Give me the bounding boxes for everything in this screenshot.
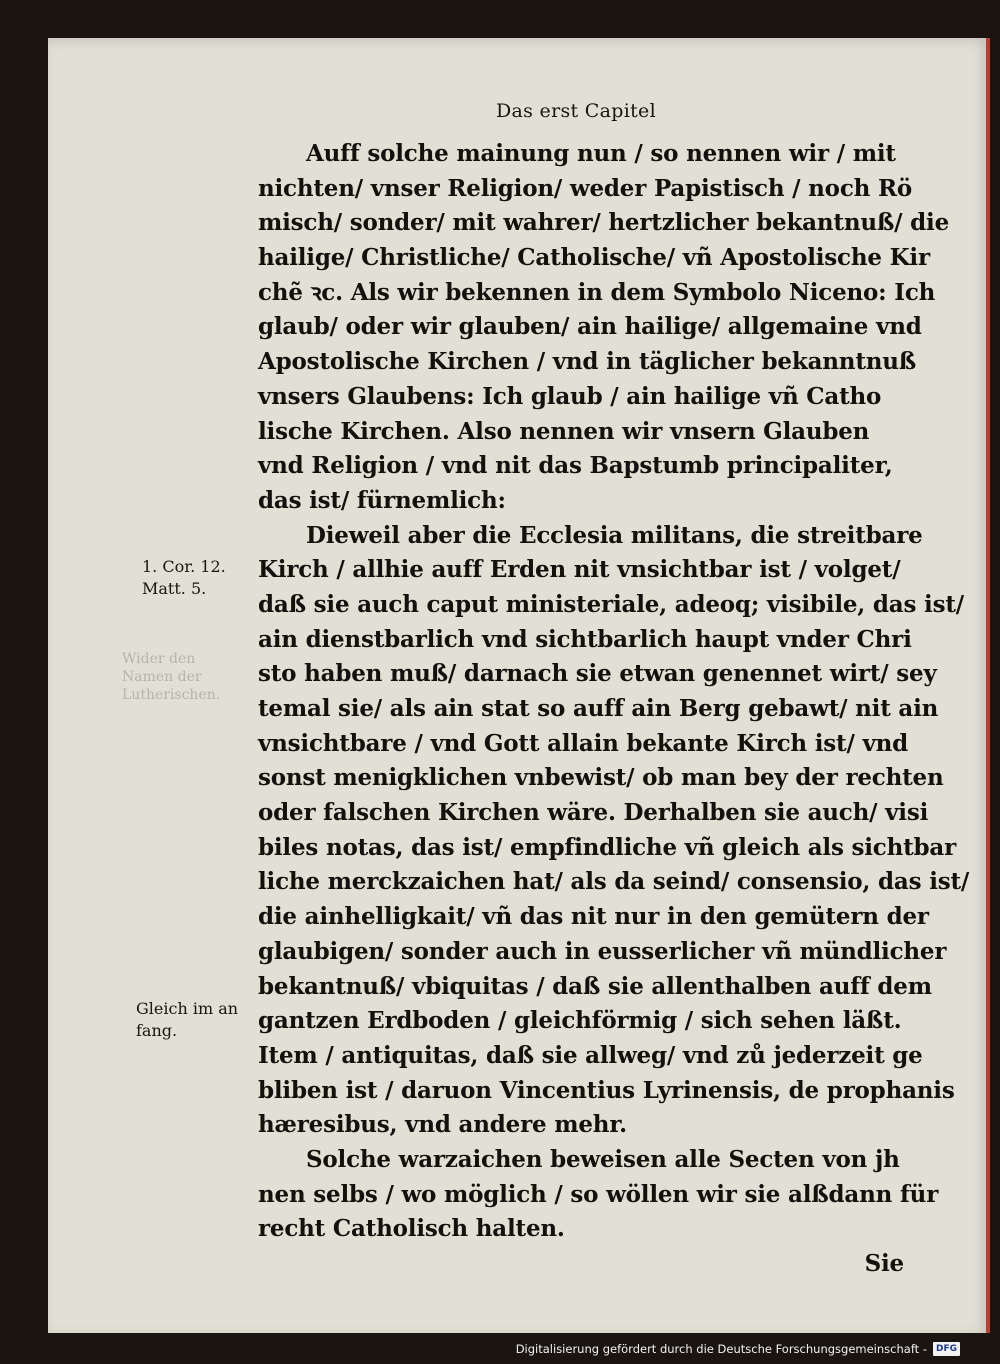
text-line: biles notas, das ist/ empfindliche vñ gleich als sichtbar	[258, 833, 957, 861]
text-line: lische Kirchen. Also nennen wir vnsern Glauben	[258, 417, 870, 445]
text-line: daß sie auch caput ministeriale, adeoq; visibile, das ist/	[258, 590, 964, 618]
text-line: liche merckzaichen hat/ als da seind/ consensio, das ist/	[258, 868, 970, 896]
text-line: das ist/ fürnemlich:	[258, 486, 506, 514]
text-line: sto haben muß/ darnach sie etwan genennet wirt/ sey	[258, 660, 937, 688]
bleed-through-line: Namen der	[122, 669, 202, 685]
text-line: temal sie/ als ain stat so auff ain Berg gebawt/ nit ain	[258, 695, 939, 722]
text-line: sonst menigklichen vnbewist/ ob man bey der rechten	[258, 764, 944, 792]
text-line: hæresibus, vnd andere mehr.	[258, 1111, 627, 1139]
text-line: Dieweil aber die Ecclesia militans, die streitbare	[306, 521, 923, 549]
running-header: Das erst Capitel	[496, 100, 656, 122]
text-line: die ainhelligkait/ vñ das nit nur in den gemütern der	[258, 903, 929, 931]
margin-note-line: Matt. 5.	[142, 579, 207, 598]
text-line: nen selbs / wo möglich / so wöllen wir sie alßdann für	[258, 1180, 939, 1208]
text-line: Auff solche mainung nun / so nennen wir / mit	[306, 140, 896, 167]
text-line: vnd Religion / vnd nit das Bapstumb principaliter,	[258, 452, 893, 480]
text-line: chẽ ꝛc. Als wir bekennen in dem Symbolo Niceno: Ich	[258, 278, 936, 306]
text-line: Apostolische Kirchen / vnd in täglicher bekanntnuß	[258, 348, 917, 376]
text-line: Kirch / allhie auff Erden nit vnsichtbar ist / volget/	[258, 556, 901, 584]
text-line: ain dienstbarlich vnd sichtbarlich haupt vnder Chri	[258, 625, 912, 653]
bleed-through-line: Wider den	[122, 651, 196, 667]
text-line: glaubigen/ sonder auch in eusserlicher vñ mündlicher	[258, 937, 947, 965]
text-line: glaub/ oder wir glauben/ ain hailige/ allgemaine vnd	[258, 313, 922, 341]
text-line: gantzen Erdboden / gleichförmig / sich sehen läßt.	[258, 1007, 902, 1035]
footer-text: Digitalisierung gefördert durch die Deutsche Forschungsgemeinschaft -	[515, 1342, 927, 1356]
main-text-block	[258, 137, 970, 1282]
margin-note-gleich	[136, 998, 238, 1042]
margin-note-line: fang.	[136, 1021, 178, 1040]
margin-note-bible-reference	[142, 556, 226, 600]
text-line: nichten/ vnser Religion/ weder Papistisch / noch Rö	[258, 174, 913, 202]
bleed-through-line: Lutherischen.	[122, 687, 221, 703]
text-line: hailige/ Christliche/ Catholische/ vñ Apostolische Kir	[258, 244, 930, 272]
text-line: Item / antiquitas, daß sie allweg/ vnd zů jederzeit ge	[258, 1041, 923, 1069]
dfg-logo-icon: DFG	[933, 1342, 960, 1356]
text-line: Solche warzaichen beweisen alle Secten von jh	[306, 1145, 900, 1173]
text-line: vnsers Glaubens: Ich glaub / ain hailige vñ Catho	[258, 382, 882, 410]
catchword: Sie	[864, 1250, 904, 1277]
margin-note-line: Gleich im an	[136, 999, 239, 1018]
text-line: bekantnuß/ vbiquitas / daß sie allenthalben auff dem	[258, 972, 932, 1000]
text-line: misch/ sonder/ mit wahrer/ hertzlicher bekantnuß/ die	[258, 209, 950, 237]
margin-note-line: 1. Cor. 12.	[142, 557, 226, 576]
bleed-through-text	[122, 650, 220, 704]
text-line: vnsichtbare / vnd Gott allain bekante Kirch ist/ vnd	[258, 729, 909, 757]
text-line: recht Catholisch halten.	[258, 1215, 565, 1243]
text-line: oder falschen Kirchen wäre. Derhalben sie auch/ visi	[258, 799, 929, 827]
text-line: bliben ist / daruon Vincentius Lyrinensis, de prophanis	[258, 1076, 955, 1104]
digitization-footer	[516, 1338, 960, 1360]
